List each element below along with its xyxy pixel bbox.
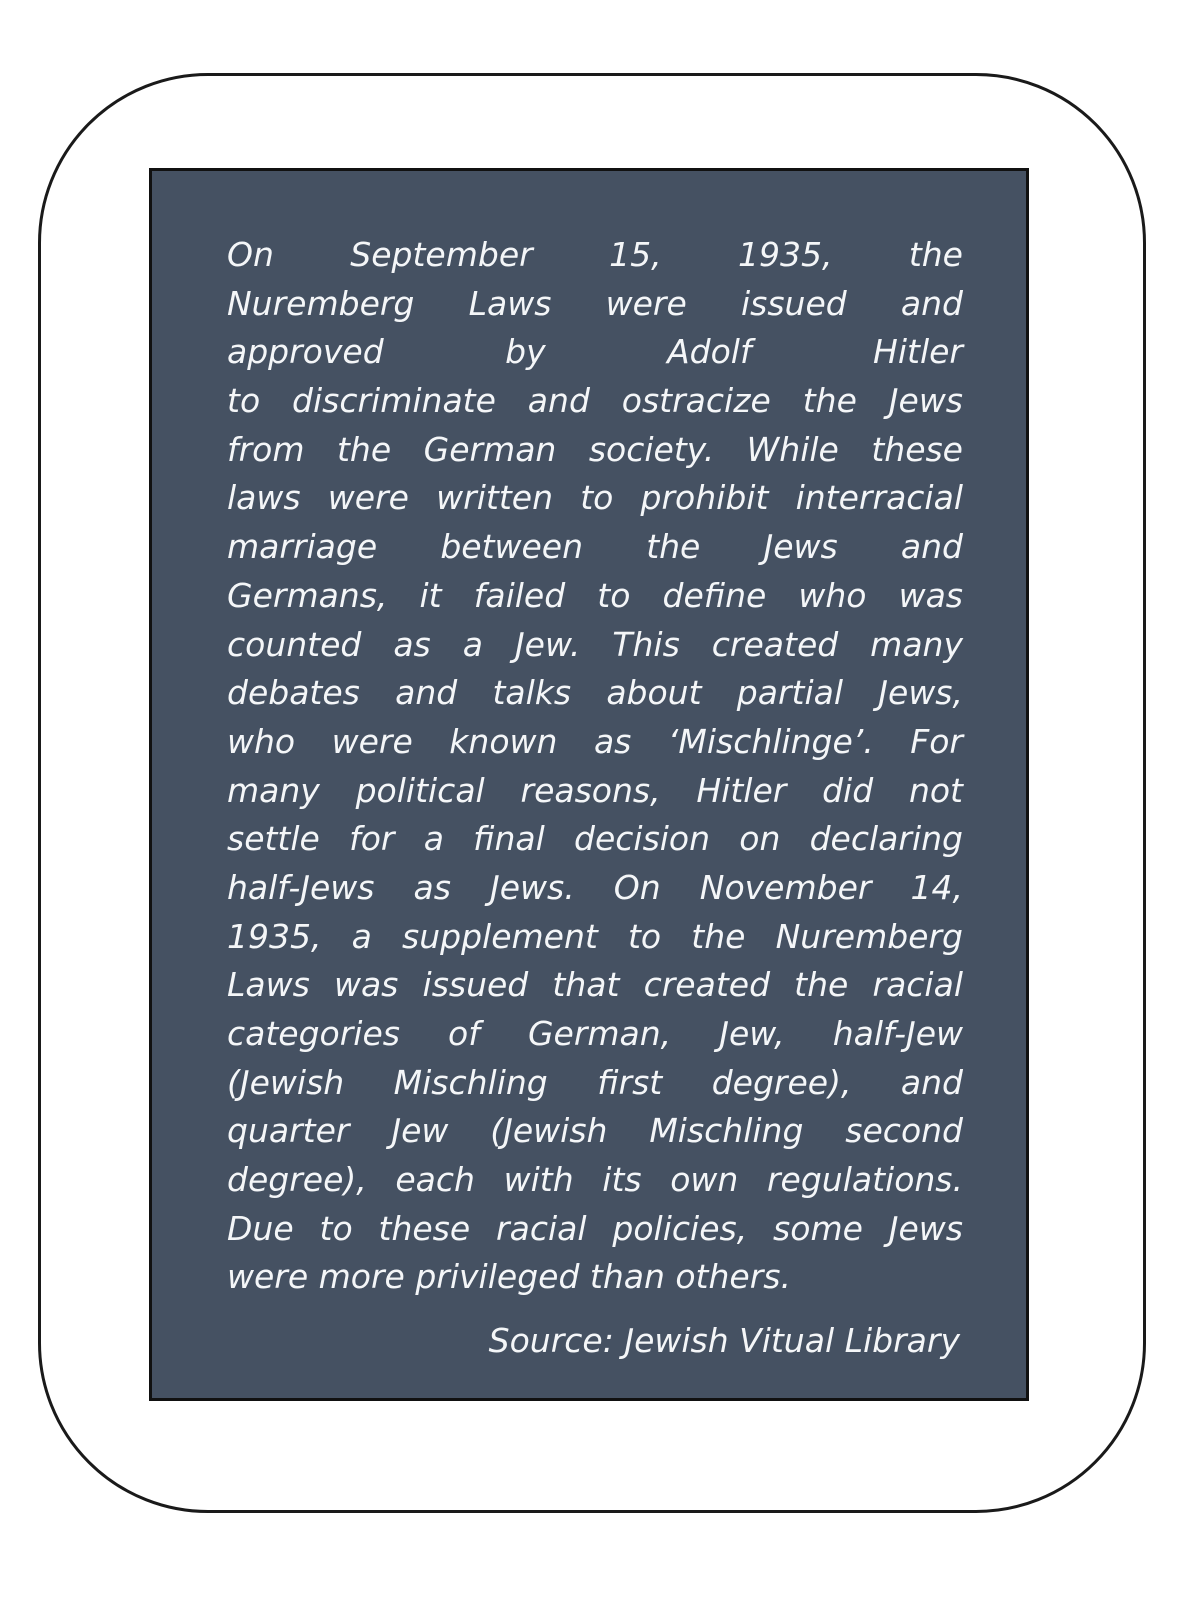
paragraph-line: half-Jews as Jews. On November 14, [227,867,963,907]
text-panel [149,168,1029,1401]
paragraph-line: from the German society. While these [227,429,963,469]
paragraph-line: quarter Jew (Jewish Mischling second [227,1111,963,1151]
paragraph-line: to discriminate and ostracize the Jews [227,381,963,421]
paragraph-line: marriage between the Jews and [227,527,963,567]
paragraph-line: debates and talks about partial Jews, [227,673,963,713]
paragraph-line: Laws was issued that created the racial [227,965,963,1005]
paragraph-line: settle for a final decision on declaring [227,819,963,859]
paragraph-line: Due to these racial policies, some Jews [227,1208,963,1248]
paragraph-line: counted as a Jew. This created many [227,624,963,664]
paragraph-line: degree), each with its own regulations. [227,1160,963,1200]
paragraph-line: laws were written to prohibit interracial [227,478,963,518]
body-paragraph [227,231,963,1302]
paragraph-line: who were known as ‘Mischlinge’. For [227,721,963,761]
paragraph-line: approved by Adolf Hitler [227,332,963,372]
paragraph-line: Nuremberg Laws were issued and [227,283,963,323]
paragraph-line: (Jewish Mischling first degree), and [227,1062,963,1102]
paragraph-line: many political reasons, Hitler did not [227,770,963,810]
paragraph-line: 1935, a supplement to the Nuremberg [227,916,963,956]
paragraph-line: categories of German, Jew, half-Jew [227,1014,963,1053]
source-citation: Source: Jewish Vitual Library [488,1321,960,1360]
paragraph-line: were more privileged than others. [227,1257,791,1297]
paragraph-line: On September 15, 1935, the [227,235,963,274]
paragraph-line: Germans, it failed to define who was [227,575,963,615]
